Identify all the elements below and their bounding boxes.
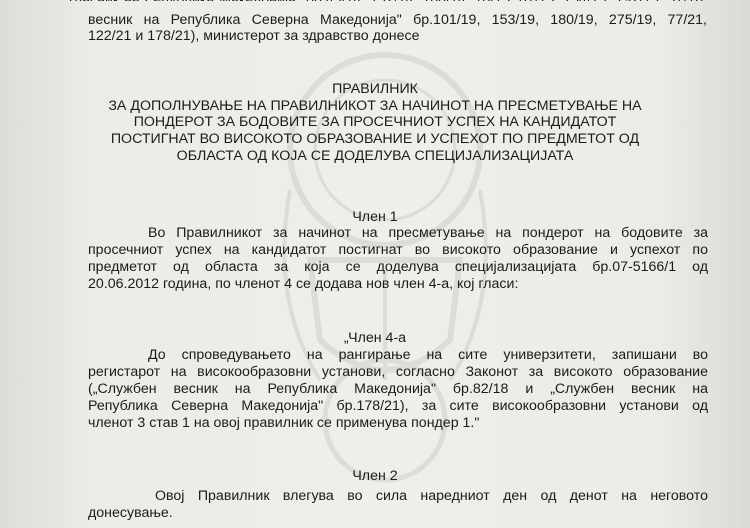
article-2-line-1: Овој Правилник влегува во сила наредниот ден од денот на неговото (155, 488, 708, 504)
rulebook-title-line-1: ЗА ДОПОЛНУВАЊЕ НА ПРАВИЛНИКОТ ЗА НАЧИНОТ НА ПРЕСМЕТУВАЊЕ НА (108, 98, 642, 114)
article-4a-line-2: регистарот на високообразовни установи, согласно Законот за високото образование (88, 364, 708, 380)
article-1-line-1: Во Правилникот за начинот на пресметување на пондерот на бодовите за (148, 225, 708, 241)
rulebook-heading: ПРАВИЛНИК (332, 81, 418, 97)
article-2-heading: Член 2 (352, 468, 398, 484)
article-1-line-2: просечниот успех на кандидатот постигнат во високото образование и успехот по (88, 242, 708, 258)
article-1-line-4: 20.06.2012 година, по членот 4 се додава нов член 4-а, кој гласи: (88, 276, 519, 292)
article-1-line-3: предметот од областа за која се доделува специјализацијата бр.07-5166/1 од (88, 259, 708, 275)
article-2-line-2: донесување. (88, 505, 173, 521)
article-4a-line-3: („Службен весник на Република Македонија" бр.82/18 и „Службен весник на (88, 381, 708, 397)
article-4a-line-5: членот 3 став 1 на овој правилник се применува пондер 1." (88, 415, 480, 431)
rulebook-title-line-3: ПОСТИГНАТ ВО ВИСОКОТО ОБРАЗОВАНИЕ И УСПЕХОТ ПО ПРЕДМЕТОТ ОД (110, 131, 640, 147)
article-4a-line-4: Република Северна Македонија" бр.178/21), за сите високообразовни установи од (88, 398, 708, 414)
intro-line-0 (69, 0, 707, 1)
rulebook-title-line-4: ОБЛАСТА ОД КОЈА СЕ ДОДЕЛУВА СПЕЦИЈАЛИЗАЦИЈАТА (176, 148, 574, 164)
rulebook-title-line-2: ПОНДЕРОТ ЗА БОДОВИТЕ ЗА ПРОСЕЧНИОТ УСПЕХ НА КАНДИДАТОТ (133, 114, 617, 130)
article-4a-heading: „Член 4-а (343, 330, 407, 346)
article-4a-line-1: До спроведувањето на рангирање на сите универзитети, запишани во (148, 347, 708, 363)
article-1-heading: Член 1 (352, 209, 398, 225)
intro-line-2: 122/21 и 178/21), министерот за здравство донесе (88, 28, 420, 44)
intro-line-1: весник на Република Северна Македонија" бр.101/19, 153/19, 180/19, 275/19, 77/21, (88, 12, 707, 28)
